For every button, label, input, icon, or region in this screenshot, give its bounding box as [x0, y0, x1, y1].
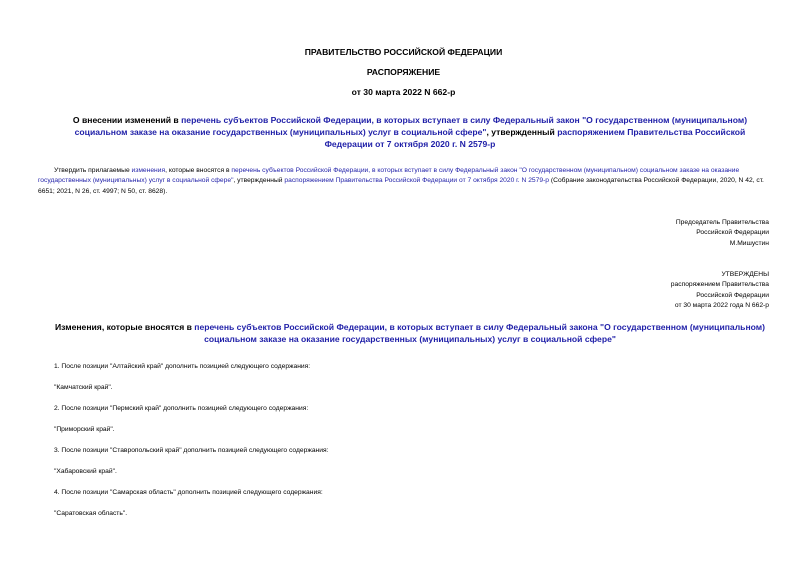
changes-title [50, 322, 770, 346]
title-text-1: О внесении изменений в [72, 115, 182, 125]
approval-line-3: Российской Федерации [696, 291, 769, 299]
list-item: "Камчатский край". [54, 384, 113, 391]
body-paragraph [38, 166, 774, 197]
list-item: 4. После позиции "Самарская область" дополнить позицией следующего содержания: [54, 489, 323, 496]
list-item: "Хабаровский край". [54, 468, 117, 475]
list-item: 1. После позиции "Алтайский край" дополнить позицией следующего содержания: [54, 363, 311, 370]
signature-position-2: Российской Федерации [696, 229, 769, 237]
list-item: 2. После позиции "Пермский край" дополнить позицией следующего содержания: [54, 405, 309, 412]
approval-line-2: распоряжением Правительства [670, 281, 769, 289]
body-text-3: , утвержденный [233, 177, 285, 185]
title-link-list[interactable]: перечень субъектов Российской Федерации, в которых вступает в силу Федеральный закон "О государственном (муниципальном) социальном заказе на оказание государственных (муниципальных) услуг в социальной сфере" [74, 115, 748, 137]
list-item: "Приморский край". [54, 426, 115, 433]
body-text-1: Утвердить прилагаемые [54, 167, 132, 174]
body-link-order[interactable]: распоряжением Правительства Российской Федерации от 7 октября 2020 г. N 2579-р [284, 177, 550, 185]
body-link-list[interactable]: перечень субъектов Российской Федерации, в которых вступает в силу Федеральный закон "О государственном (муниципальном) социальном заказе на оказание государственных (муниципальных) услуг в социальной сфере" [38, 167, 740, 185]
changes-title-text: Изменения, которые вносятся в [54, 322, 195, 332]
body-text-4: (Собрание законодательства Российской Федерации, 2020, N 42, ст. 6651; 2021, N 26, ст. 4997; N 50, ст. 8628). [38, 177, 764, 195]
approval-heading: УТВЕРЖДЕНЫ [721, 271, 769, 278]
approval-block [671, 270, 769, 312]
changes-title-link[interactable]: перечень субъектов Российской Федерации, в которых вступает в силу Федеральный закона "О государственном (муниципальном) социальном заказе на оказание государственных (муниципальных) услуг в социальной сфере" [194, 322, 765, 344]
signature-position: Председатель Правительства [675, 219, 769, 226]
body-text-2: , которые вносятся в [165, 167, 232, 174]
document-date-number: от 30 марта 2022 N 662-р [351, 87, 456, 97]
list-item: "Саратовская область". [54, 510, 128, 517]
signature-block [676, 218, 769, 249]
signature-name: М.Мишустин [729, 239, 769, 247]
title-text-2: , утвержденный [486, 126, 558, 137]
approval-line-4: от 30 марта 2022 года N 662-р [674, 302, 769, 310]
body-link-changes[interactable]: изменения [131, 167, 166, 174]
government-heading: ПРАВИТЕЛЬСТВО РОССИЙСКОЙ ФЕДЕРАЦИИ [304, 47, 503, 57]
document-type: РАСПОРЯЖЕНИЕ [366, 67, 441, 77]
list-item: 3. После позиции "Ставропольский край" дополнить позицией следующего содержания: [54, 447, 329, 454]
title-link-order[interactable]: распоряжением Правительства Российской Федерации от 7 октября 2020 г. N 2579-р [324, 126, 746, 149]
document-title [50, 115, 770, 150]
